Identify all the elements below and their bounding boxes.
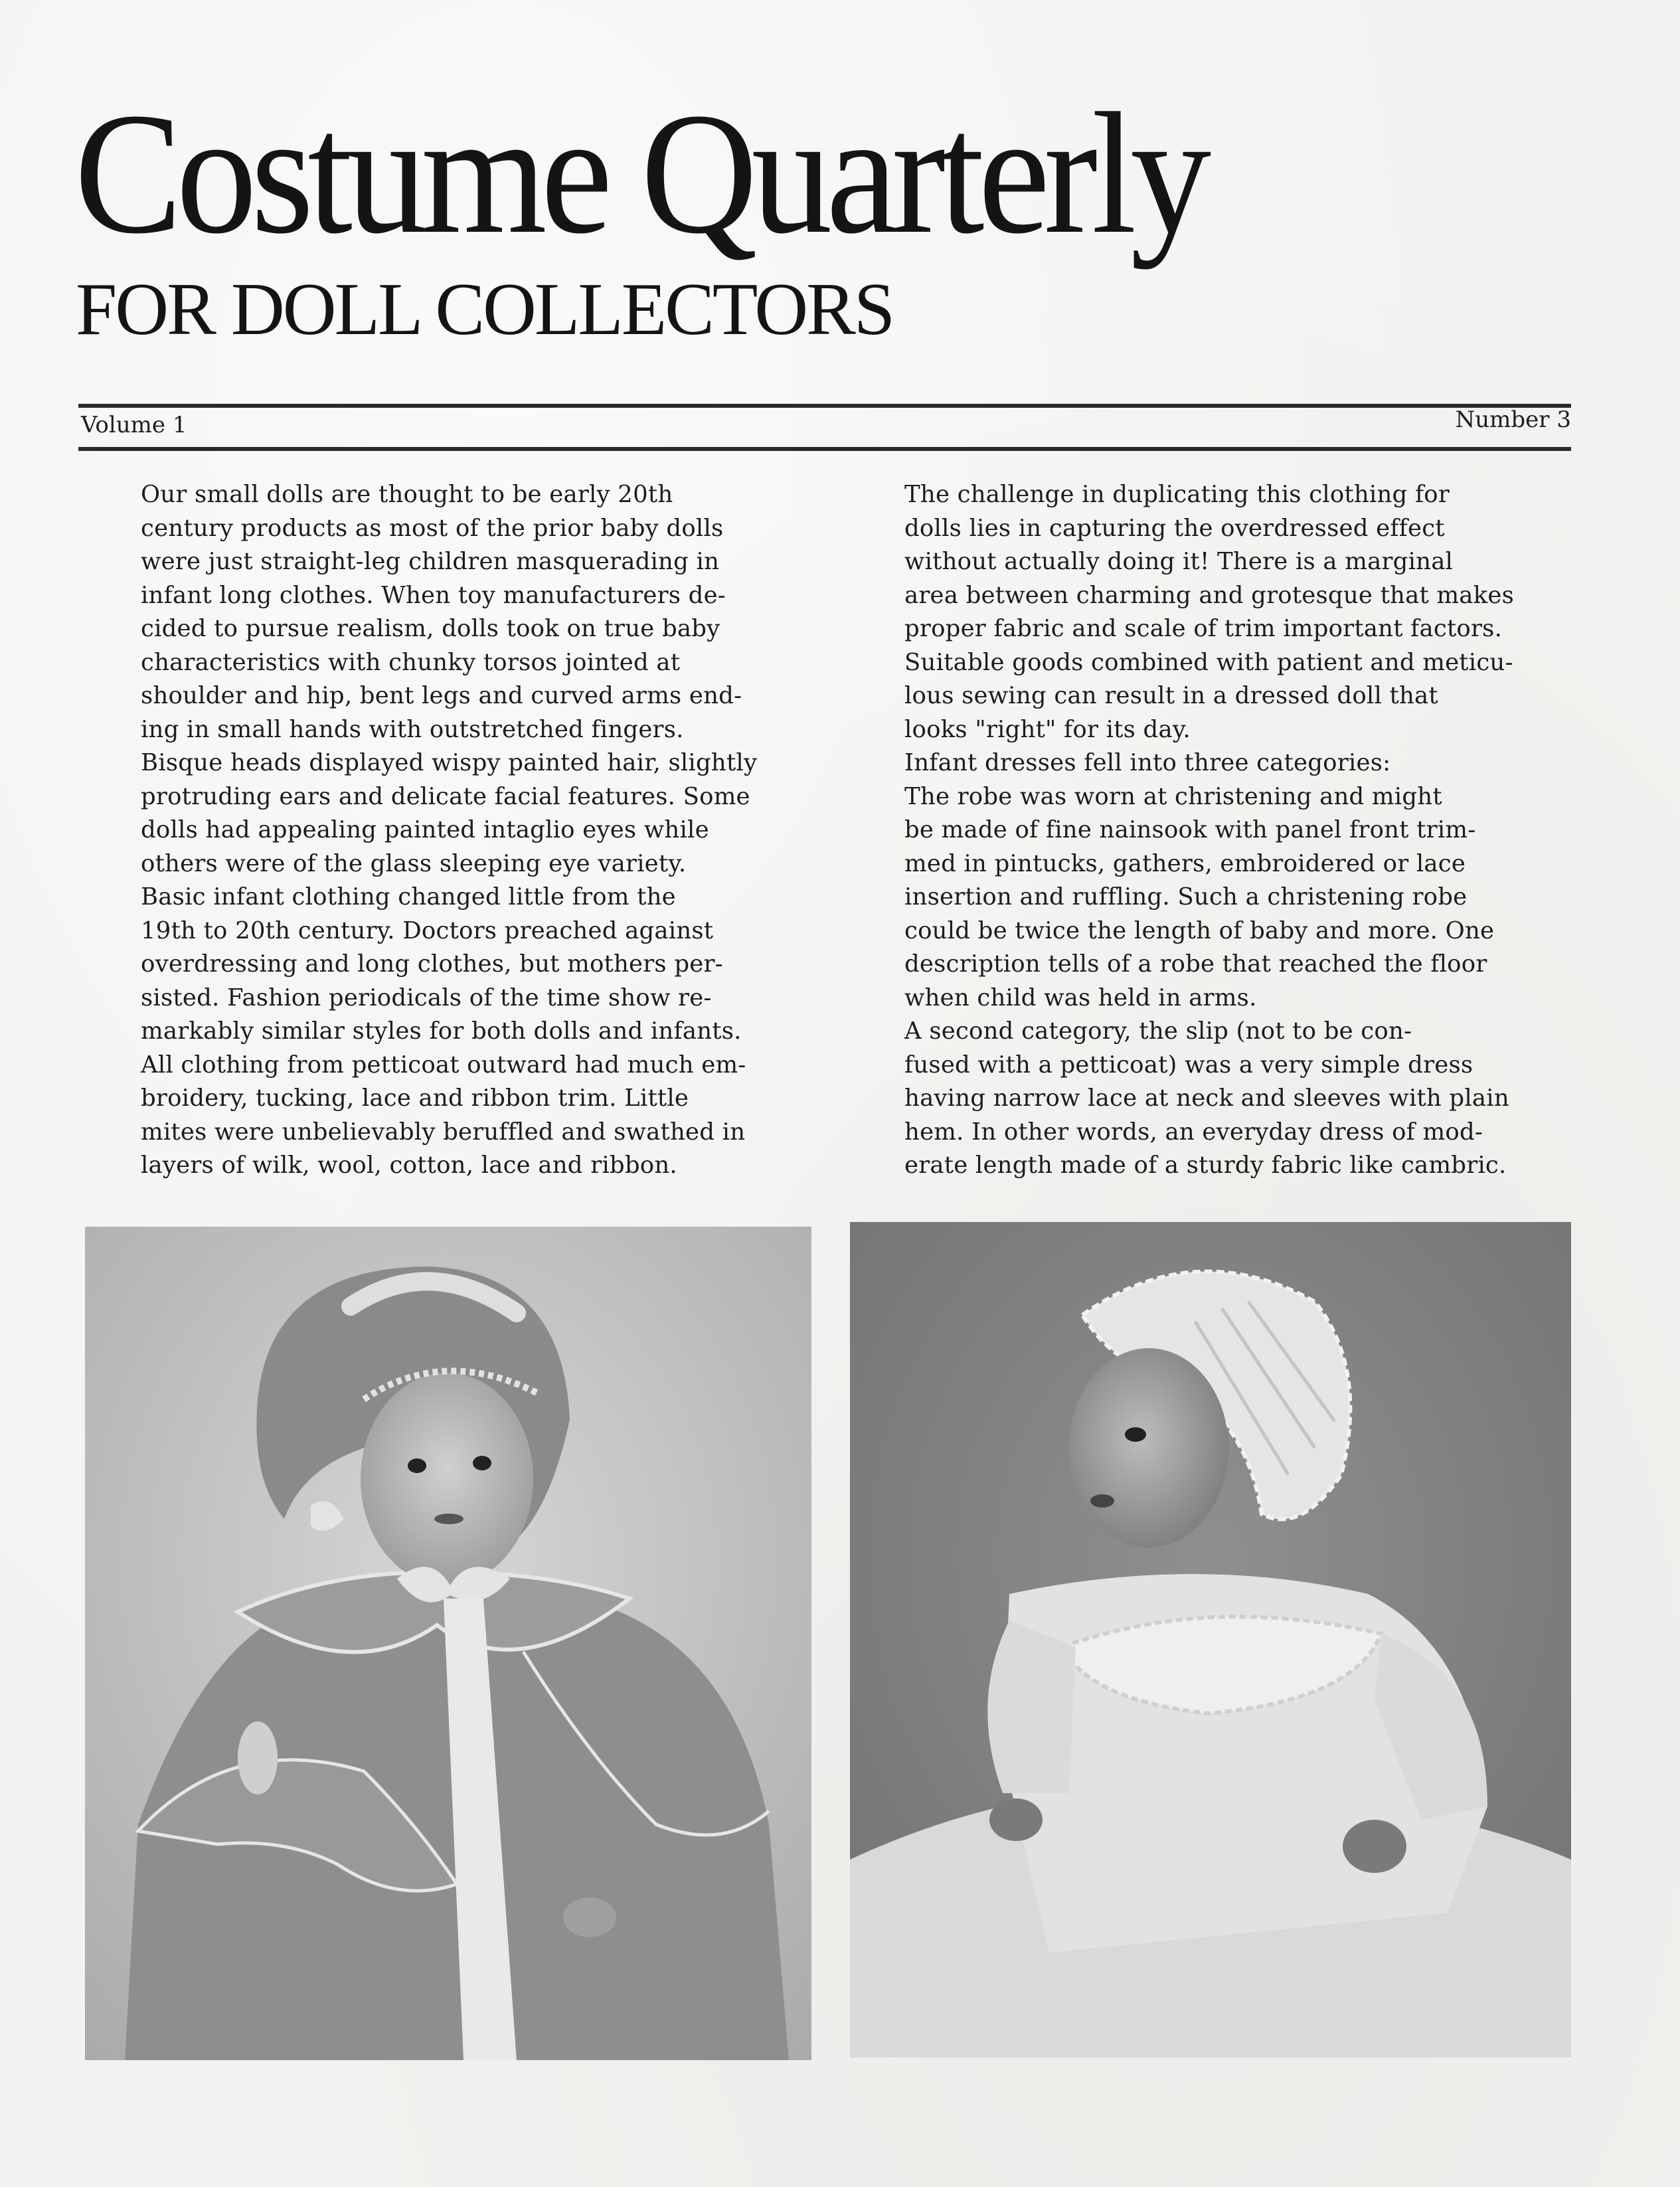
- text-line: were just straight-leg children masquerading in: [141, 548, 720, 575]
- text-line: layers of wilk, wool, cotton, lace and ribbon.: [141, 1152, 677, 1179]
- text-line: hem. In other words, an everyday dress of mod-: [904, 1118, 1483, 1146]
- text-line: Bisque heads displayed wispy painted hair, slightly: [141, 749, 758, 776]
- text-line: could be twice the length of baby and more. One: [904, 917, 1495, 944]
- text-line: when child was held in arms.: [904, 984, 1257, 1011]
- text-line: others were of the glass sleeping eye variety.: [141, 849, 687, 877]
- paragraph-infant-clothing: [74, 881, 811, 1183]
- text-line: broidery, tucking, lace and ribbon trim. Little: [141, 1085, 689, 1112]
- masthead-rule-top: [78, 404, 1571, 408]
- text-line: fused with a petticoat) was a very simple dress: [904, 1051, 1473, 1079]
- text-line: having narrow lace at neck and sleeves with plain: [904, 1085, 1509, 1112]
- text-line: Infant dresses fell into three categories:: [904, 749, 1391, 776]
- paragraph-categories-intro: [838, 746, 1575, 780]
- article-column-right: [838, 478, 1575, 1183]
- text-line: erate length made of a sturdy fabric like cambric.: [904, 1152, 1507, 1179]
- text-line: insertion and ruffling. Such a christening robe: [904, 883, 1468, 911]
- photo-doll-bonnet-cape: [85, 1227, 811, 2060]
- text-line: description tells of a robe that reached the floor: [904, 950, 1487, 978]
- masthead-subtitle: FOR DOLL COLLECTORS: [76, 268, 894, 351]
- text-line: mites were unbelievably beruffled and swathed in: [141, 1118, 746, 1146]
- text-line: ing in small hands with outstretched fingers.: [141, 715, 684, 743]
- photo-doll-christening-gown: [850, 1222, 1571, 2057]
- text-line: lous sewing can result in a dressed doll that: [904, 682, 1438, 709]
- text-line: shoulder and hip, bent legs and curved arms end-: [141, 682, 742, 709]
- masthead-rule-bottom: [78, 447, 1571, 451]
- text-line: dolls had appealing painted intaglio eyes while: [141, 816, 709, 843]
- text-line: century products as most of the prior baby dolls: [141, 514, 724, 542]
- text-line: 19th to 20th century. Doctors preached against: [141, 917, 714, 944]
- text-line: be made of fine nainsook with panel front trim-: [904, 816, 1476, 843]
- text-line: sisted. Fashion periodicals of the time show re-: [141, 984, 712, 1011]
- text-line: looks "right" for its day.: [904, 715, 1191, 743]
- text-line: overdressing and long clothes, but mothers per-: [141, 950, 723, 978]
- doll-in-gown-illustration: [850, 1222, 1571, 2057]
- issue-number-label: Number 3: [1455, 406, 1571, 433]
- text-line: without actually doing it! There is a marginal: [904, 548, 1454, 575]
- text-line: A second category, the slip (not to be con-: [904, 1017, 1412, 1045]
- text-line: proper fabric and scale of trim important factors.: [904, 615, 1503, 642]
- article-column-left: [74, 478, 811, 1183]
- text-line: characteristics with chunky torsos jointed at: [141, 648, 681, 676]
- text-line: area between charming and grotesque that makes: [904, 581, 1515, 609]
- text-line: infant long clothes. When toy manufacturers de-: [141, 581, 726, 609]
- text-line: protruding ears and delicate facial features. Some: [141, 782, 750, 810]
- text-line: Basic infant clothing changed little from the: [141, 883, 676, 911]
- text-line: Our small dolls are thought to be early 20th: [141, 481, 673, 508]
- paragraph-doll-history: [74, 478, 811, 881]
- paragraph-challenge: [838, 478, 1575, 746]
- doll-in-cape-illustration: [85, 1227, 811, 2060]
- text-line: markably similar styles for both dolls and infants.: [141, 1017, 742, 1045]
- text-line: The robe was worn at christening and might: [904, 782, 1442, 810]
- paragraph-robe: [838, 780, 1575, 1015]
- text-line: cided to pursue realism, dolls took on true baby: [141, 615, 720, 642]
- volume-label: Volume 1: [81, 412, 187, 438]
- paragraph-slip: [838, 1015, 1575, 1183]
- text-line: All clothing from petticoat outward had much em-: [141, 1051, 746, 1079]
- text-line: Suitable goods combined with patient and meticu-: [904, 648, 1513, 676]
- masthead-title: Costume Quarterly: [74, 77, 1205, 270]
- text-line: dolls lies in capturing the overdressed effect: [904, 514, 1445, 542]
- text-line: The challenge in duplicating this clothing for: [904, 481, 1450, 508]
- text-line: med in pintucks, gathers, embroidered or lace: [904, 849, 1466, 877]
